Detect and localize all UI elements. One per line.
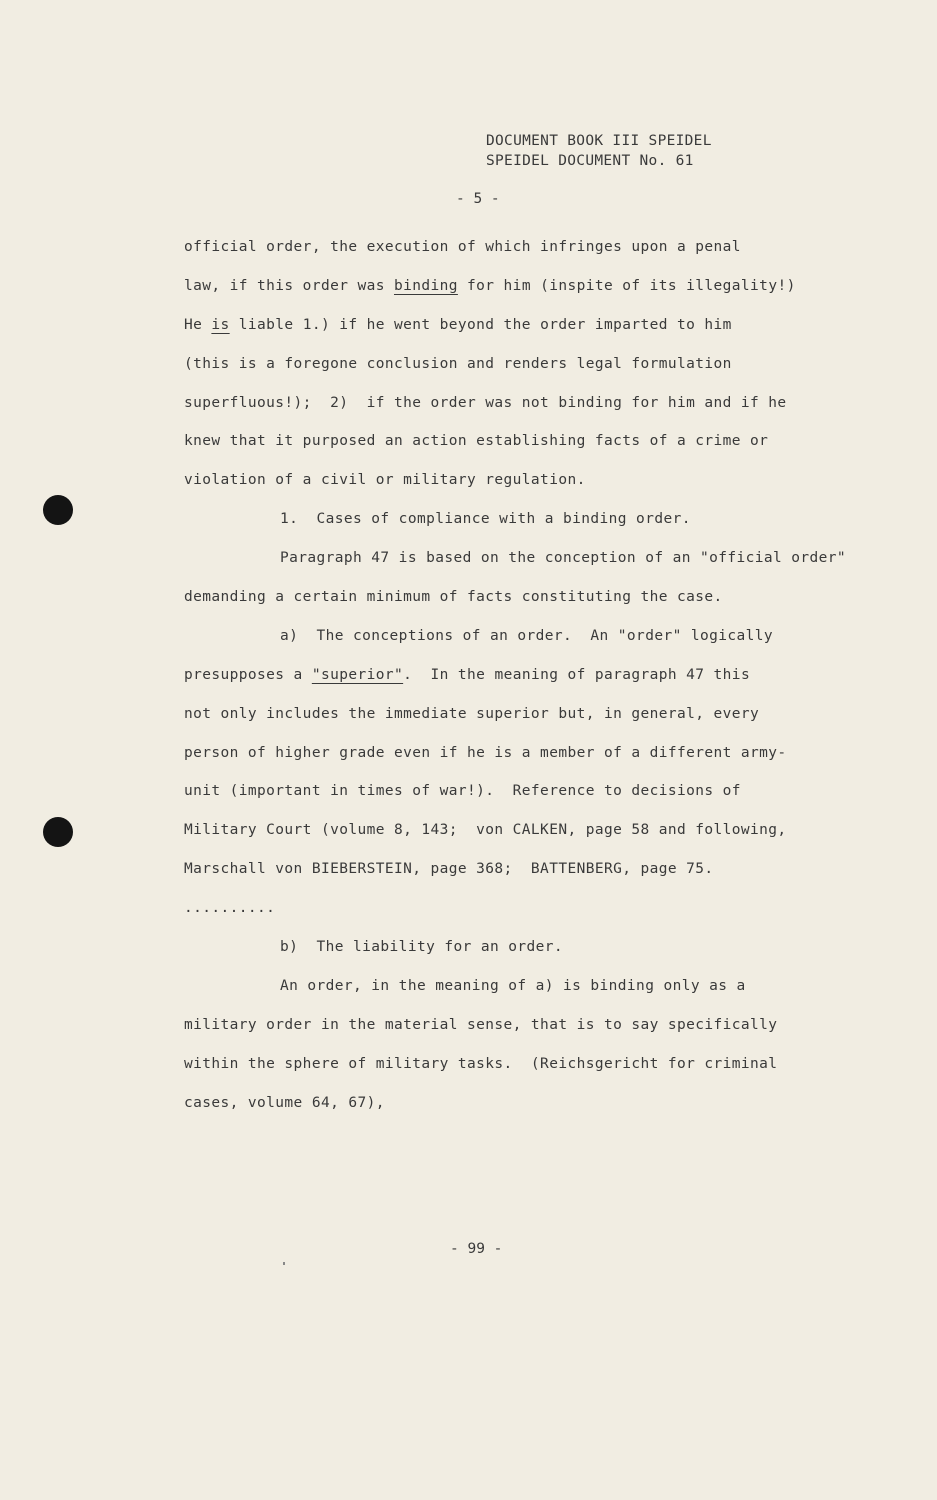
body-line: official order, the execution of which infringes upon a penal bbox=[184, 239, 741, 255]
body-line: An order, in the meaning of a) is binding only as a bbox=[280, 977, 746, 994]
document-header bbox=[486, 131, 712, 171]
page-number-top: - 5 - bbox=[456, 191, 500, 207]
header-line-2: SPEIDEL DOCUMENT No. 61 bbox=[486, 153, 694, 169]
punch-hole-top bbox=[43, 495, 73, 525]
body-line: demanding a certain minimum of facts constituting the case. bbox=[184, 589, 723, 606]
section-heading-1: 1. Cases of compliance with a binding order. bbox=[280, 511, 691, 528]
section-heading-2: b) The liability for an order. bbox=[280, 939, 564, 956]
body-line: a) The conceptions of an order. An "order" logically bbox=[280, 627, 774, 644]
body-line: cases, volume 64, 67), bbox=[184, 1094, 385, 1111]
body-line: knew that it purposed an action establishing facts of a crime or bbox=[184, 433, 769, 450]
body-line: superfluous!); 2) if the order was not binding for him and if he bbox=[184, 394, 787, 411]
body-line: law, if this order was binding for him (inspite of its illegality!) bbox=[184, 277, 796, 294]
body-line: military order in the material sense, that is to say specifically bbox=[184, 1016, 778, 1033]
body-line: Marschall von BIEBERSTEIN, page 368; BATTENBERG, page 75. bbox=[184, 861, 714, 878]
body-line: violation of a civil or military regulation. bbox=[184, 472, 586, 489]
underlined-word: "superior" bbox=[311, 666, 404, 683]
body-line: unit (important in times of war!). Reference to decisions of bbox=[184, 783, 741, 800]
body-line: Paragraph 47 is based on the conception of an "official order" bbox=[280, 550, 847, 567]
ellipsis-separator: .......... bbox=[184, 900, 276, 917]
body-line: (this is a foregone conclusion and renders legal formulation bbox=[184, 355, 732, 372]
paper-speck bbox=[283, 1262, 285, 1265]
punch-hole-bottom bbox=[43, 817, 73, 847]
underlined-word: binding bbox=[393, 277, 458, 294]
body-line: person of higher grade even if he is a member of a different army- bbox=[184, 744, 787, 761]
underlined-word: is bbox=[211, 316, 230, 333]
body-line: presupposes a "superior". In the meaning of paragraph 47 this bbox=[184, 666, 751, 683]
header-line-1: DOCUMENT BOOK III SPEIDEL bbox=[486, 133, 712, 149]
body-line: He is liable 1.) if he went beyond the order imparted to him bbox=[184, 316, 732, 333]
body-line: Military Court (volume 8, 143; von CALKEN, page 58 and following, bbox=[184, 822, 787, 839]
page-number-bottom: - 99 - bbox=[450, 1241, 503, 1257]
body-line: within the sphere of military tasks. (Reichsgericht for criminal bbox=[184, 1055, 778, 1072]
body-line: not only includes the immediate superior but, in general, every bbox=[184, 705, 760, 722]
document-body bbox=[184, 228, 904, 1122]
